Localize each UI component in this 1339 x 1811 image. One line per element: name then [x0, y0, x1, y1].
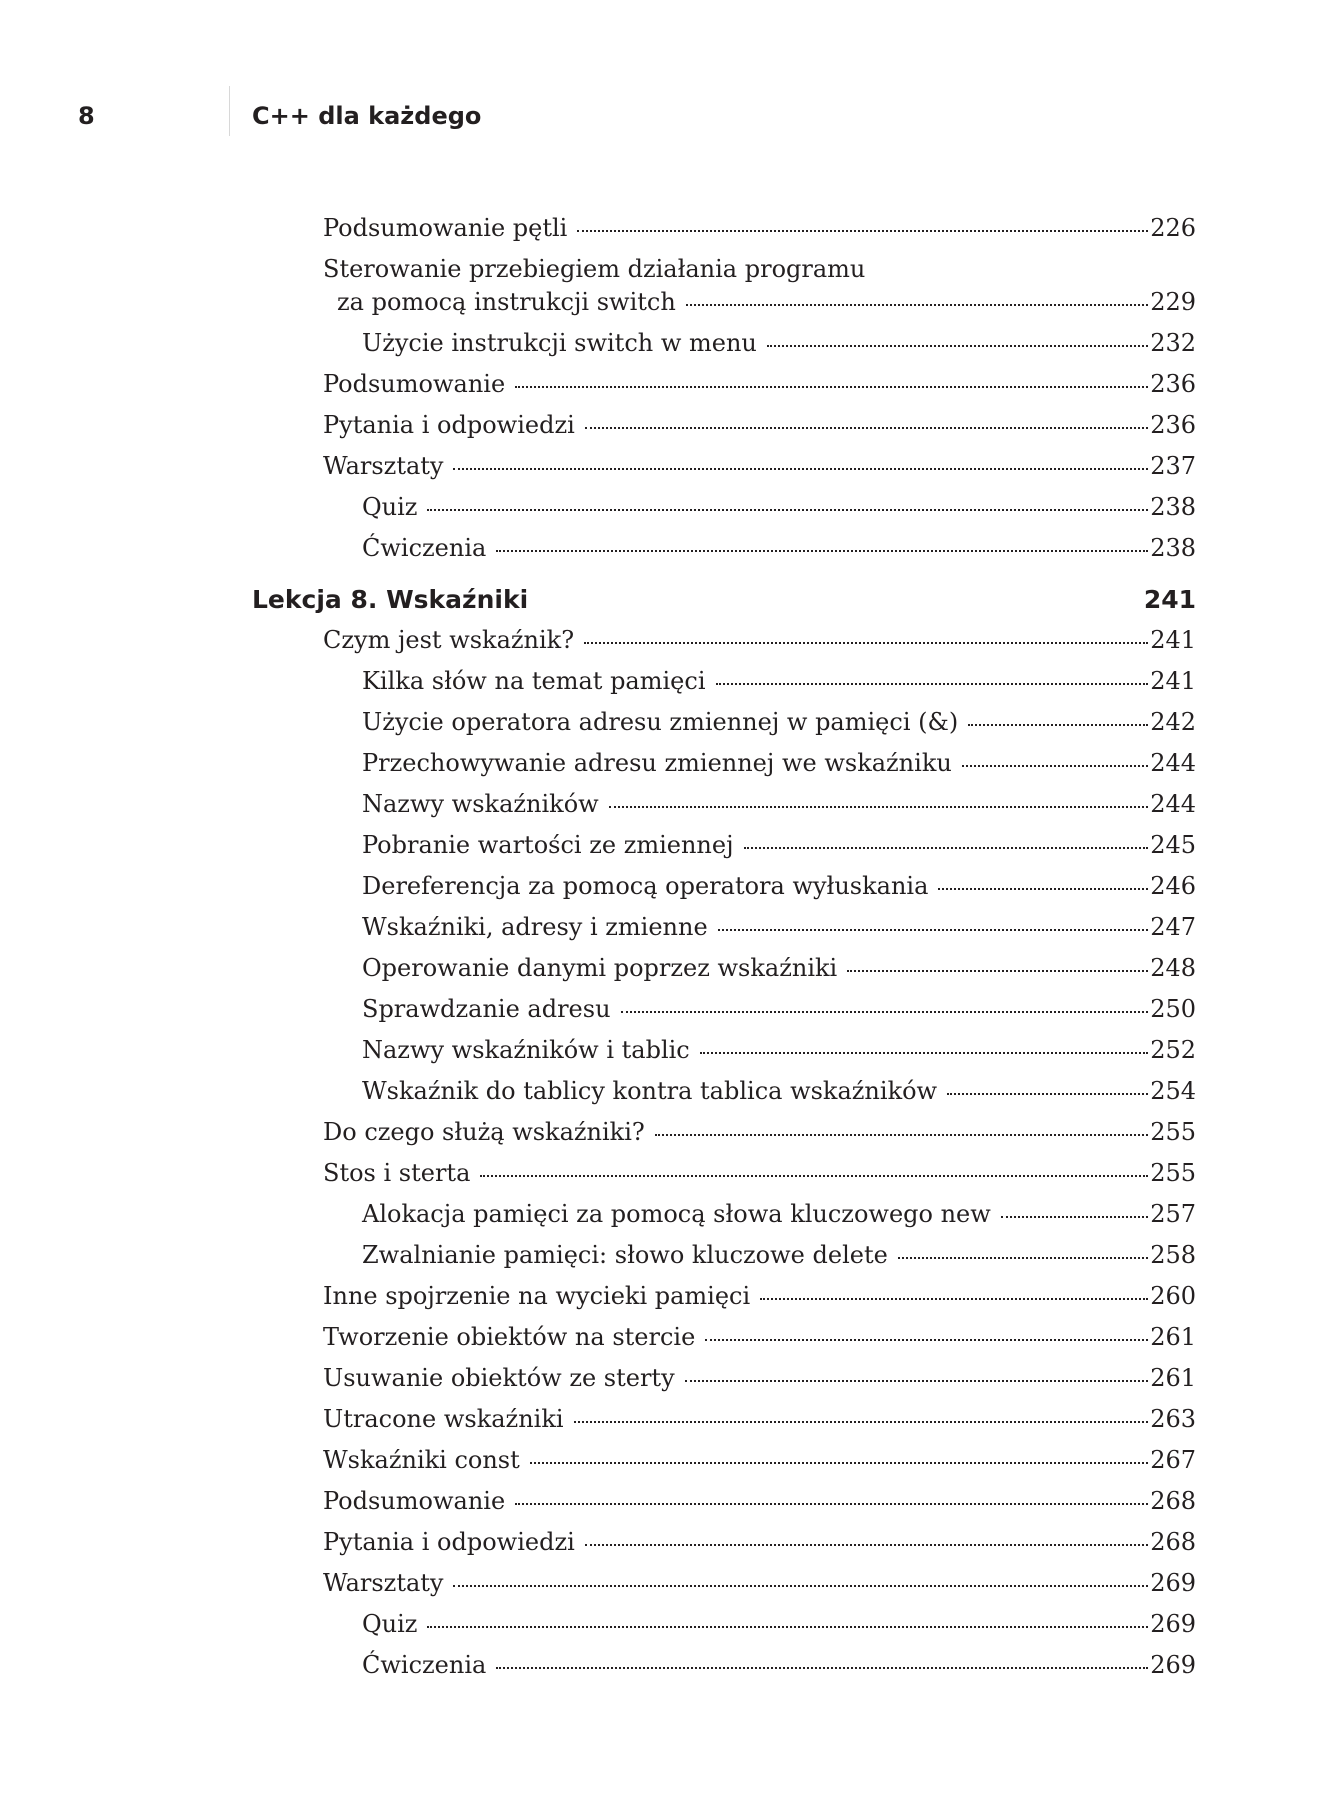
dot-leader — [427, 509, 1148, 511]
toc-entry[interactable] — [362, 913, 1196, 941]
dot-leader — [938, 888, 1148, 890]
dot-leader — [585, 1544, 1148, 1546]
toc-entry[interactable] — [323, 214, 1196, 242]
toc-entry-title: Ćwiczenia — [362, 1651, 487, 1679]
toc-entry-page: 258 — [1150, 1241, 1196, 1269]
dot-leader — [716, 683, 1149, 685]
toc-entry-page: 247 — [1150, 913, 1196, 941]
chapter-page: 241 — [1143, 585, 1196, 614]
toc-entry[interactable] — [323, 1323, 1196, 1351]
toc-entry-page: 255 — [1150, 1159, 1196, 1187]
toc-entry[interactable] — [323, 1364, 1196, 1392]
toc-entry-page: 241 — [1150, 667, 1196, 695]
toc-entry-title: Pytania i odpowiedzi — [323, 411, 575, 439]
toc-entry-page: 237 — [1150, 452, 1196, 480]
toc-entry[interactable] — [323, 370, 1196, 398]
dot-leader — [767, 345, 1148, 347]
toc-entry-page: 246 — [1150, 872, 1196, 900]
toc-entry-page: 263 — [1150, 1405, 1196, 1433]
toc-entry-page: 238 — [1150, 493, 1196, 521]
toc-entry-page: 254 — [1150, 1077, 1196, 1105]
chapter-heading[interactable] — [252, 585, 1196, 614]
toc-entry-title: Pobranie wartości ze zmiennej — [362, 831, 734, 859]
toc-entry-page: 269 — [1150, 1651, 1196, 1679]
toc-entry[interactable] — [323, 1282, 1196, 1310]
toc-entry-page: 241 — [1150, 626, 1196, 654]
dot-leader — [621, 1011, 1149, 1013]
toc-entry-title: Quiz — [362, 1610, 418, 1638]
toc-entry-page: 236 — [1150, 411, 1196, 439]
toc-entry-title-line2: za pomocą instrukcji switch — [337, 288, 676, 316]
toc-entry-title: Wskaźnik do tablicy kontra tablica wskaźników — [362, 1077, 938, 1105]
toc-entry-page: 229 — [1150, 288, 1196, 316]
toc-entry-title: Pytania i odpowiedzi — [323, 1528, 575, 1556]
toc-entry-page: 257 — [1150, 1200, 1196, 1228]
toc-entry[interactable] — [362, 1651, 1196, 1679]
toc-entry-title: Alokacja pamięci za pomocą słowa kluczowego new — [362, 1200, 991, 1228]
toc-entry-page: 232 — [1150, 329, 1196, 357]
toc-entry-title: Warsztaty — [323, 452, 444, 480]
toc-entry[interactable] — [362, 1036, 1196, 1064]
toc-entry-page: 261 — [1150, 1323, 1196, 1351]
dot-leader — [453, 468, 1148, 470]
toc-entry[interactable] — [362, 1241, 1196, 1269]
toc-entry[interactable] — [337, 288, 1196, 316]
dot-leader — [705, 1339, 1148, 1341]
toc-entry[interactable] — [323, 1528, 1196, 1556]
dot-leader — [744, 847, 1149, 849]
toc-entry[interactable] — [362, 995, 1196, 1023]
toc-entry-page: 252 — [1150, 1036, 1196, 1064]
dot-leader — [585, 427, 1148, 429]
dot-leader — [496, 550, 1148, 552]
dot-leader — [700, 1052, 1148, 1054]
dot-leader — [1001, 1216, 1148, 1218]
toc-entry-page: 244 — [1150, 790, 1196, 818]
toc-entry-title: Użycie operatora adresu zmiennej w pamięci (&) — [362, 708, 959, 736]
toc-entry[interactable] — [323, 1569, 1196, 1597]
dot-leader — [574, 1421, 1149, 1423]
toc-entry-page: 248 — [1150, 954, 1196, 982]
toc-entry-page: 242 — [1150, 708, 1196, 736]
toc-entry-title: Podsumowanie — [323, 370, 506, 398]
toc-entry-title: Ćwiczenia — [362, 534, 487, 562]
toc-entry-title: Przechowywanie adresu zmiennej we wskaźniku — [362, 749, 952, 777]
toc-entry[interactable] — [323, 1487, 1196, 1515]
toc-entry-page: 260 — [1150, 1282, 1196, 1310]
toc-entry-title: Inne spojrzenie na wycieki pamięci — [323, 1282, 751, 1310]
dot-leader — [609, 806, 1148, 808]
toc-entry-page: 244 — [1150, 749, 1196, 777]
toc-entry[interactable] — [362, 534, 1196, 562]
book-title: C++ dla każdego — [252, 102, 482, 130]
toc-entry-title-line1[interactable]: Sterowanie przebiegiem działania programu — [323, 255, 866, 283]
toc-entry-title: Czym jest wskaźnik? — [323, 626, 575, 654]
toc-entry-page: 269 — [1150, 1569, 1196, 1597]
toc-entry[interactable] — [362, 667, 1196, 695]
toc-entry[interactable] — [362, 1077, 1196, 1105]
dot-leader — [577, 230, 1148, 232]
toc-entry-title: Nazwy wskaźników — [362, 790, 599, 818]
toc-entry[interactable] — [323, 452, 1196, 480]
toc-entry-page: 236 — [1150, 370, 1196, 398]
dot-leader — [453, 1585, 1148, 1587]
toc-entry[interactable] — [362, 329, 1196, 357]
toc-entry[interactable] — [362, 493, 1196, 521]
toc-entry[interactable] — [362, 1200, 1196, 1228]
dot-leader — [847, 970, 1148, 972]
toc-entry-page: 226 — [1150, 214, 1196, 242]
toc-entry[interactable] — [362, 831, 1196, 859]
chapter-title: Lekcja 8. Wskaźniki — [252, 585, 529, 614]
dot-leader — [685, 1380, 1149, 1382]
toc-entry-title: Utracone wskaźniki — [323, 1405, 564, 1433]
page-number: 8 — [78, 102, 95, 130]
dot-leader — [515, 1503, 1148, 1505]
toc-entry-title: Quiz — [362, 493, 418, 521]
dot-leader — [760, 1298, 1148, 1300]
toc-entry-title: Wskaźniki const — [323, 1446, 520, 1474]
toc-entry[interactable] — [362, 790, 1196, 818]
toc-entry-title: Zwalnianie pamięci: słowo kluczowe delete — [362, 1241, 888, 1269]
toc-entry-title: Warsztaty — [323, 1569, 444, 1597]
dot-leader — [480, 1175, 1148, 1177]
toc-entry-page: 255 — [1150, 1118, 1196, 1146]
dot-leader — [584, 642, 1148, 644]
toc-entry-title: Podsumowanie pętli — [323, 214, 568, 242]
dot-leader — [655, 1134, 1148, 1136]
dot-leader — [427, 1626, 1148, 1628]
toc-entry-page: 261 — [1150, 1364, 1196, 1392]
toc-entry[interactable] — [323, 1159, 1196, 1187]
toc-entry-title: Dereferencja za pomocą operatora wyłuskania — [362, 872, 929, 900]
toc-entry-title: Nazwy wskaźników i tablic — [362, 1036, 690, 1064]
toc-entry[interactable] — [323, 626, 1196, 654]
dot-leader — [686, 304, 1148, 306]
dot-leader — [515, 386, 1148, 388]
toc-entry-page: 268 — [1150, 1487, 1196, 1515]
toc-entry-title: Sprawdzanie adresu — [362, 995, 611, 1023]
toc-entry-title: Stos i sterta — [323, 1159, 471, 1187]
toc-entry-title: Tworzenie obiektów na stercie — [323, 1323, 696, 1351]
dot-leader — [962, 765, 1148, 767]
toc-entry[interactable] — [323, 1405, 1196, 1433]
toc-entry-page: 245 — [1150, 831, 1196, 859]
toc-entry[interactable] — [362, 708, 1196, 736]
toc-entry[interactable] — [362, 1610, 1196, 1638]
dot-leader — [947, 1093, 1148, 1095]
toc-entry-title: Wskaźniki, adresy i zmienne — [362, 913, 708, 941]
toc-entry-page: 268 — [1150, 1528, 1196, 1556]
toc-entry-title: Do czego służą wskaźniki? — [323, 1118, 645, 1146]
dot-leader — [530, 1462, 1148, 1464]
toc-entry[interactable] — [362, 872, 1196, 900]
toc-entry-page: 250 — [1150, 995, 1196, 1023]
toc-entry-title: Operowanie danymi poprzez wskaźniki — [362, 954, 838, 982]
toc-entry[interactable] — [323, 1446, 1196, 1474]
toc-entry-title: Kilka słów na temat pamięci — [362, 667, 706, 695]
toc-entry[interactable] — [362, 954, 1196, 982]
toc-entry[interactable] — [362, 749, 1196, 777]
toc-entry-title: Usuwanie obiektów ze sterty — [323, 1364, 675, 1392]
toc-entry-page: 269 — [1150, 1610, 1196, 1638]
toc-entry[interactable] — [323, 1118, 1196, 1146]
toc-entry[interactable] — [323, 411, 1196, 439]
dot-leader — [496, 1667, 1148, 1669]
toc-entry-title: Użycie instrukcji switch w menu — [362, 329, 757, 357]
dot-leader — [718, 929, 1149, 931]
toc-entry-page: 238 — [1150, 534, 1196, 562]
dot-leader — [898, 1257, 1148, 1259]
toc-entry-title: Podsumowanie — [323, 1487, 506, 1515]
dot-leader — [968, 724, 1148, 726]
toc-entry-page: 267 — [1150, 1446, 1196, 1474]
